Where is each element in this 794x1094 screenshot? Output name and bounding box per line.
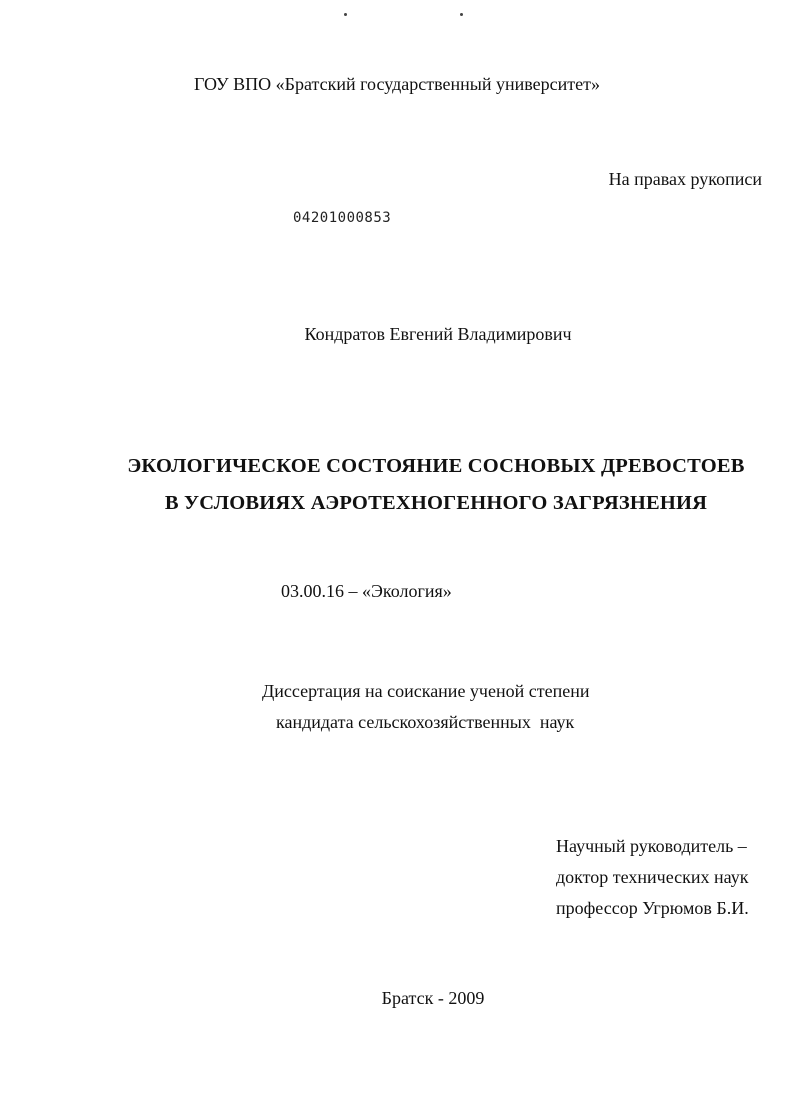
author-name: Кондратов Евгений Владимирович: [304, 324, 572, 344]
supervisor-line-3: профессор Угрюмов Б.И.: [556, 898, 749, 918]
catalog-code: 04201000853: [293, 210, 392, 226]
title-line-2: В УСЛОВИЯХ АЭРОТЕХНОГЕННОГО ЗАГРЯЗНЕНИЯ: [164, 492, 708, 514]
scan-speck-left: [344, 13, 347, 16]
supervisor-block: [556, 831, 749, 924]
degree-line-1: Диссертация на соискание ученой степени: [262, 681, 590, 701]
supervisor-line-2: доктор технических наук: [556, 867, 749, 887]
degree-line-2: кандидата сельскохозяйственных наук: [276, 712, 575, 732]
specialty-code: 03.00.16 – «Экология»: [281, 581, 452, 601]
title-line-1: ЭКОЛОГИЧЕСКОЕ СОСТОЯНИЕ СОСНОВЫХ ДРЕВОСТОЕВ: [127, 455, 745, 477]
institution-name: ГОУ ВПО «Братский государственный университет»: [193, 74, 600, 94]
scan-speck-right: [460, 13, 463, 16]
rights-note: На правах рукописи: [608, 169, 762, 189]
degree-statement: [262, 676, 589, 738]
dissertation-title: [0, 448, 794, 522]
supervisor-line-1: Научный руководитель –: [556, 836, 747, 856]
city-year: Братск - 2009: [381, 988, 485, 1008]
